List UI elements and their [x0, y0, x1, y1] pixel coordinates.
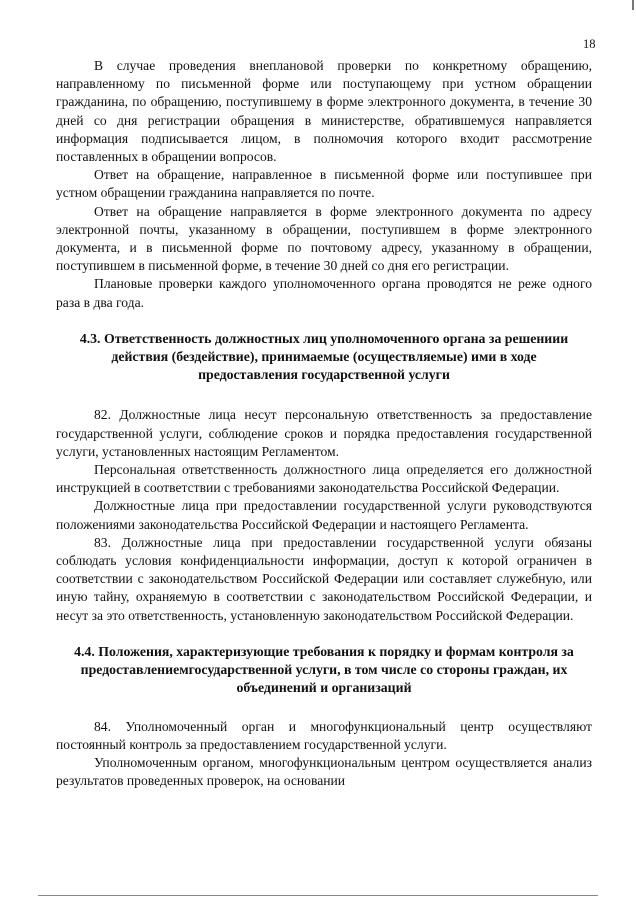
paragraph: Ответ на обращение направляется в форме электронного документа по адресу электронной почты, указанному в обращении, поступившем в форме электронного документа, и в письменной форме по почтовому адресу, указанному в обращении, поступившем в письменной форме, в течение 30 дней со дня его регистрации.: [56, 203, 592, 274]
paragraph: 83. Должностные лица при предоставлении государственной услуги обязаны соблюдать условия конфиденциальности информации, доступ к которой ограничен в соответствии с законодательством Российской Федерации или составляет служебную, или иную тайну, охраняемую в соответствии с законодательством Российской Федерации, и несут за это ответственность, установленную законодательством Российской Федерации.: [56, 534, 592, 623]
paragraph: 84. Уполномоченный орган и многофункциональный центр осуществляют постоянный контроль за предоставлением государственной услуги.: [56, 718, 592, 752]
paragraph: 82. Должностные лица несут персональную ответственность за предоставление государственной услуги, соблюдение сроков и порядка предоставления государственной услуги, установленных настоящим Регламентом.: [56, 407, 592, 459]
paragraph: В случае проведения внеплановой проверки по конкретному обращению, направленному по письменной форме или поступающему при устном обращении гражданина, по обращению, поступившему в форме электронного документа, в течение 30 дней со дня регистрации обращения в министерстве, обратившемуся направляется информация подписывается лицом, в полномочия которого входит рассмотрение поставленных в обращении вопросов.: [56, 58, 592, 165]
section-heading-4-4: 4.4. Положения, характеризующие требования к порядку и формам контроля за предоставлениемгосударственной услуги, в том числе со стороны граждан, их объединений и организаций: [74, 643, 574, 696]
document-body: [56, 57, 592, 790]
footer-rule: [38, 895, 598, 896]
paragraph: Ответ на обращение, направленное в письменной форме или поступившее при устном обращении гражданина направляется по почте.: [56, 167, 592, 201]
paragraph: Уполномоченным органом, многофункциональным центром осуществляется анализ результатов проведенных проверок, на основании: [56, 754, 592, 789]
paragraph: Персональная ответственность должностного лица определяется его должностной инструкцией в соответствии с требованиями законодательства Российской Федерации.: [56, 462, 592, 496]
scan-edge-mark: [632, 0, 634, 10]
paragraph: Должностные лица при предоставлении государственной услуги руководствуются положениями законодательства Российской Федерации и настоящего Регламента.: [56, 498, 592, 532]
page-number: 18: [583, 37, 596, 51]
section-heading-4-3: 4.3. Ответственность должностных лиц уполномоченного органа за решениии действия (бездействие), принимаемые (осуществляемые) ими в ходе предоставления государственной услуги: [79, 330, 569, 383]
paragraph: Плановые проверки каждого уполномоченного органа проводятся не реже одного раза в два года.: [56, 276, 592, 310]
